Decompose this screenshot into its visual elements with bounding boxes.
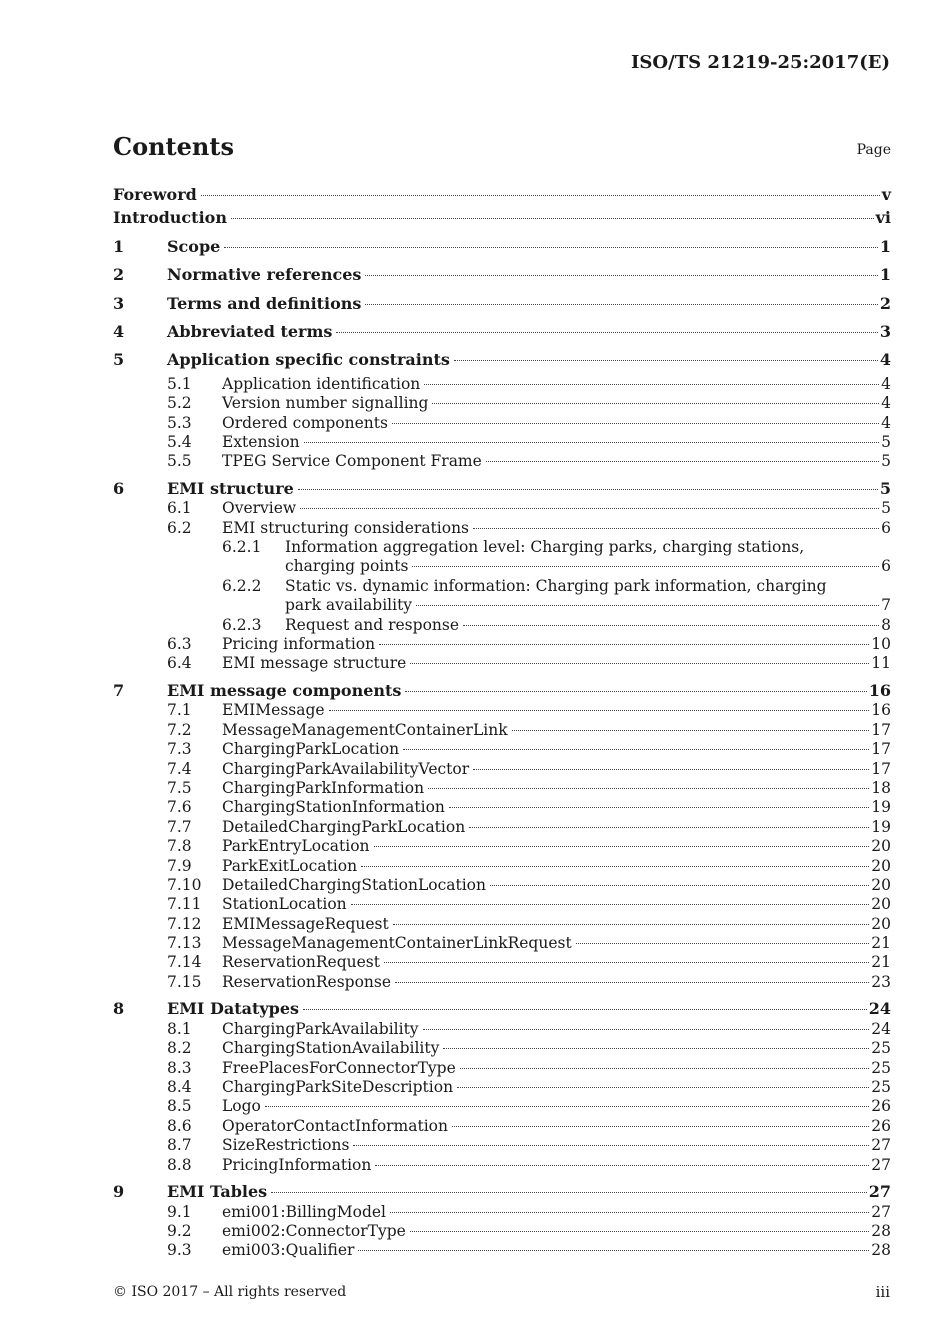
toc-entry-title[interactable]: Abbreviated terms	[167, 321, 333, 341]
dot-leader	[412, 566, 879, 567]
toc-entry[interactable]	[113, 674, 891, 702]
toc-entry[interactable]	[113, 953, 891, 972]
toc-entry[interactable]	[113, 760, 891, 779]
toc-entry-title[interactable]: Application identification	[222, 374, 421, 393]
toc-entry-number: 5.2	[167, 394, 192, 413]
toc-entry-title[interactable]: Overview	[222, 499, 297, 518]
toc-entry-number: 8.3	[167, 1058, 192, 1077]
dot-leader	[271, 1192, 867, 1193]
dot-leader	[304, 442, 879, 443]
toc-entry-title[interactable]: Logo	[222, 1097, 261, 1116]
toc-entry[interactable]	[113, 596, 891, 615]
toc-entry[interactable]	[113, 798, 891, 817]
toc-entry-page: 4	[879, 350, 891, 370]
toc-entry[interactable]	[113, 654, 891, 673]
toc-entry-number: 7.5	[167, 778, 192, 797]
toc-entry[interactable]	[113, 779, 891, 798]
toc-entry[interactable]	[113, 557, 891, 576]
toc-entry-title[interactable]: Terms and definitions	[167, 293, 362, 313]
dot-leader	[463, 625, 879, 626]
dot-leader	[374, 846, 870, 847]
dot-leader	[473, 528, 879, 529]
toc-entry-page: 25	[871, 1078, 891, 1097]
dot-leader	[449, 807, 869, 808]
toc-entry[interactable]	[113, 818, 891, 837]
dot-leader	[361, 866, 869, 867]
toc-entry-title[interactable]: Pricing information	[222, 635, 376, 654]
toc-entry-number: 7.9	[167, 856, 192, 875]
dot-leader	[469, 827, 869, 828]
dot-leader	[384, 962, 869, 963]
toc-entry-number: 4	[113, 321, 125, 341]
dot-leader	[336, 332, 877, 333]
dot-leader	[393, 924, 870, 925]
toc-entry[interactable]	[113, 1156, 891, 1175]
toc-entry-title[interactable]: ChargingParkSiteDescription	[222, 1078, 454, 1097]
dot-leader	[365, 275, 877, 276]
toc-entry[interactable]	[113, 992, 891, 1020]
dot-leader	[395, 982, 869, 983]
toc-entry-title[interactable]: EMIMessage	[222, 701, 325, 720]
dot-leader	[265, 1106, 869, 1107]
toc-entry-page: 2	[879, 293, 891, 313]
toc-entry-page: 5	[881, 452, 891, 471]
toc-entry-page: 20	[871, 914, 891, 933]
toc-title: Contents	[113, 132, 234, 161]
toc-entry-number: 8.4	[167, 1078, 192, 1097]
toc-entry-page: 20	[871, 895, 891, 914]
dot-leader	[473, 769, 869, 770]
toc-entry[interactable]	[113, 433, 891, 452]
dot-leader	[329, 710, 870, 711]
toc-entry[interactable]	[113, 635, 891, 654]
dot-leader	[424, 384, 879, 385]
toc-entry-number: 7.10	[167, 875, 202, 894]
page-column-label: Page	[856, 142, 891, 158]
toc-entry-title-continuation[interactable]: park availability	[285, 596, 413, 615]
toc-entry[interactable]	[113, 837, 891, 856]
dot-leader	[410, 663, 869, 664]
toc-entry-number: 3	[113, 293, 125, 313]
dot-leader	[365, 304, 877, 305]
toc-entry-number: 7.2	[167, 720, 192, 739]
toc-entry-number: 7.7	[167, 817, 192, 836]
toc-entry-number: 7.13	[167, 934, 202, 953]
toc-entry-title[interactable]: emi003:Qualifier	[222, 1241, 355, 1260]
dot-leader	[443, 1048, 869, 1049]
toc-entry-title[interactable]: TPEG Service Component Frame	[222, 452, 482, 471]
toc-entry-page: vi	[875, 208, 891, 228]
toc-entry-page: 1	[879, 265, 891, 285]
toc-entry-title[interactable]: ChargingParkAvailabilityVector	[222, 759, 470, 778]
toc-entry-number: 5.3	[167, 413, 192, 432]
toc-entry-number: 2	[113, 265, 125, 285]
toc-entry-number: 7.6	[167, 798, 192, 817]
page-number: iii	[875, 1283, 890, 1301]
dot-leader	[390, 1212, 869, 1213]
toc-entry[interactable]	[113, 452, 891, 471]
toc-entry-page: 7	[881, 596, 891, 615]
toc-entry[interactable]	[113, 346, 891, 374]
toc-entry-title[interactable]: EMI message structure	[222, 654, 407, 673]
dot-leader	[392, 423, 879, 424]
toc-entry-page: 8	[881, 615, 891, 634]
toc-entry-page: 1	[879, 236, 891, 256]
toc-entry-number: 9.3	[167, 1241, 192, 1260]
toc-entry-title-continuation[interactable]: charging points	[285, 557, 409, 576]
toc-entry[interactable]	[113, 1175, 891, 1203]
document-code: ISO/TS 21219-25:2017(E)	[631, 52, 890, 73]
toc-entry[interactable]	[113, 290, 891, 318]
toc-entry-title[interactable]: MessageManagementContainerLink	[222, 720, 508, 739]
toc-entry[interactable]	[113, 499, 891, 518]
dot-leader	[403, 749, 869, 750]
dot-leader	[416, 605, 879, 606]
toc-entry[interactable]	[113, 1222, 891, 1241]
toc-entry-number: 8.6	[167, 1116, 192, 1135]
toc-entry-title[interactable]: MessageManagementContainerLinkRequest	[222, 934, 572, 953]
toc-entry-page: 27	[871, 1136, 891, 1155]
dot-leader	[423, 1029, 870, 1030]
toc-entry-title[interactable]: EMI structuring considerations	[222, 518, 470, 537]
toc-entry[interactable]	[113, 876, 891, 895]
toc-entry-number: 6.2	[167, 518, 192, 537]
toc-entry-number: 7.11	[167, 895, 202, 914]
toc-entry-page: 20	[871, 856, 891, 875]
toc-entry-page: 10	[871, 635, 891, 654]
toc-entry-title[interactable]: Application specific constraints	[167, 350, 450, 370]
toc-entry-number: 5.5	[167, 452, 192, 471]
toc-entry[interactable]	[113, 1203, 891, 1222]
toc-entry-number: 7.1	[167, 701, 192, 720]
toc-entry-page: 27	[871, 1155, 891, 1174]
toc-entry[interactable]	[113, 701, 891, 720]
toc-entry-number: 5.4	[167, 432, 192, 451]
toc-entry-page: 20	[871, 875, 891, 894]
toc-entry-page: 6	[881, 557, 891, 576]
toc-entry-page: 4	[881, 374, 891, 393]
toc-entry-page: 24	[871, 1019, 891, 1038]
toc-entry[interactable]	[113, 721, 891, 740]
toc-entry-number: 5	[113, 350, 125, 370]
table-of-contents	[113, 185, 891, 1261]
toc-entry-page: 23	[871, 972, 891, 991]
toc-entry-number: 7.3	[167, 740, 192, 759]
toc-entry[interactable]	[113, 233, 891, 261]
toc-entry-number: 6.3	[167, 635, 192, 654]
toc-entry-number: 8.2	[167, 1039, 192, 1058]
dot-leader	[457, 1087, 869, 1088]
toc-entry[interactable]	[113, 185, 891, 204]
toc-entry-number: 9	[113, 1181, 125, 1201]
toc-entry[interactable]	[113, 414, 891, 433]
toc-entry-title[interactable]: ChargingParkInformation	[222, 778, 425, 797]
dot-leader	[298, 489, 878, 490]
toc-entry-number: 7.4	[167, 759, 192, 778]
toc-entry-title[interactable]: StationLocation	[222, 895, 347, 914]
toc-entry-title[interactable]: PricingInformation	[222, 1155, 372, 1174]
toc-entry-title[interactable]: ParkEntryLocation	[222, 837, 370, 856]
toc-entry-title[interactable]: EMI structure	[167, 478, 294, 498]
toc-entry-number: 6.1	[167, 499, 192, 518]
toc-entry-title[interactable]: Normative references	[167, 265, 362, 285]
toc-entry-title[interactable]: Scope	[167, 236, 221, 256]
toc-entry-title[interactable]: ReservationRequest	[222, 953, 380, 972]
dot-leader	[224, 247, 878, 248]
dot-leader	[512, 730, 870, 731]
dot-leader	[375, 1165, 869, 1166]
toc-entry-title[interactable]: Introduction	[113, 208, 227, 228]
toc-entry-title[interactable]: ChargingStationAvailability	[222, 1039, 440, 1058]
toc-entry-page: 28	[871, 1241, 891, 1260]
toc-entry-page: 17	[871, 740, 891, 759]
toc-entry-page: 16	[871, 701, 891, 720]
toc-entry-number: 7.15	[167, 972, 202, 991]
toc-entry[interactable]	[113, 973, 891, 992]
toc-entry[interactable]	[113, 375, 891, 394]
toc-entry[interactable]	[113, 1078, 891, 1097]
toc-entry-number: 9.2	[167, 1221, 192, 1240]
toc-entry[interactable]	[113, 261, 891, 289]
toc-entry-page: v	[881, 185, 891, 204]
toc-entry-title[interactable]: DetailedChargingStationLocation	[222, 875, 486, 894]
toc-entry-title[interactable]: ReservationResponse	[222, 972, 392, 991]
toc-entry[interactable]	[113, 915, 891, 934]
toc-entry-number: 9.1	[167, 1202, 192, 1221]
toc-entry-page: 16	[868, 680, 891, 700]
toc-entry-number: 8.8	[167, 1155, 192, 1174]
toc-entry-number: 7.8	[167, 837, 192, 856]
toc-entry[interactable]	[113, 394, 891, 413]
dot-leader	[351, 904, 870, 905]
dot-leader	[201, 195, 880, 196]
dot-leader	[353, 1145, 869, 1146]
toc-entry-number: 8.1	[167, 1019, 192, 1038]
toc-entry-number: 6	[113, 478, 125, 498]
toc-entry[interactable]	[113, 1136, 891, 1155]
toc-entry-number: 6.2.3	[222, 615, 262, 634]
toc-entry-page: 17	[871, 720, 891, 739]
dot-leader	[379, 644, 869, 645]
toc-entry-page: 20	[871, 837, 891, 856]
toc-entry-title[interactable]: EMI Datatypes	[167, 999, 300, 1019]
dot-leader	[432, 403, 879, 404]
copyright-notice: © ISO 2017 – All rights reserved	[113, 1284, 347, 1300]
toc-entry-title[interactable]: Foreword	[113, 185, 197, 204]
dot-leader	[490, 885, 869, 886]
toc-entry[interactable]	[113, 538, 891, 557]
toc-entry[interactable]	[113, 1117, 891, 1136]
dot-leader	[576, 943, 870, 944]
toc-entry-number: 6.4	[167, 654, 192, 673]
toc-entry-title[interactable]: EMI message components	[167, 680, 402, 700]
toc-entry[interactable]	[113, 1241, 891, 1260]
toc-entry-title[interactable]: Ordered components	[222, 413, 388, 432]
toc-entry-title[interactable]: DetailedChargingParkLocation	[222, 817, 466, 836]
toc-entry-title[interactable]: Request and response	[285, 615, 460, 634]
toc-entry-title[interactable]: EMIMessageRequest	[222, 914, 389, 933]
toc-entry-number: 7.12	[167, 914, 202, 933]
dot-leader	[460, 1068, 870, 1069]
toc-entry-number: 7.14	[167, 953, 202, 972]
dot-leader	[428, 788, 869, 789]
toc-entry-page: 24	[868, 999, 891, 1019]
toc-entry[interactable]	[113, 895, 891, 914]
toc-entry-page: 19	[871, 798, 891, 817]
dot-leader	[231, 218, 874, 219]
toc-entry-title[interactable]: EMI Tables	[167, 1181, 268, 1201]
toc-entry[interactable]	[113, 577, 891, 596]
toc-entry[interactable]	[113, 934, 891, 953]
toc-entry-page: 26	[871, 1116, 891, 1135]
toc-entry-title[interactable]: ChargingStationInformation	[222, 798, 445, 817]
toc-entry[interactable]	[113, 318, 891, 346]
toc-entry-title[interactable]: ParkExitLocation	[222, 856, 358, 875]
toc-entry-title[interactable]: ChargingParkLocation	[222, 740, 400, 759]
dot-leader	[452, 1126, 869, 1127]
toc-entry-title[interactable]: Extension	[222, 432, 300, 451]
toc-entry-title[interactable]: SizeRestrictions	[222, 1136, 350, 1155]
toc-entry-number: 1	[113, 236, 125, 256]
toc-entry-page: 26	[871, 1097, 891, 1116]
toc-entry-page: 6	[881, 518, 891, 537]
toc-entry-title[interactable]: ChargingParkAvailability	[222, 1019, 419, 1038]
toc-entry-page: 3	[879, 321, 891, 341]
dot-leader	[358, 1250, 869, 1251]
dot-leader	[300, 508, 879, 509]
toc-entry-page: 4	[881, 394, 891, 413]
toc-entry[interactable]	[113, 1059, 891, 1078]
toc-entry-title[interactable]: Information aggregation level: Charging parks, charging stations,	[285, 538, 805, 557]
toc-entry-page: 11	[871, 654, 891, 673]
toc-entry[interactable]	[113, 1039, 891, 1058]
toc-entry-title[interactable]: OperatorContactInformation	[222, 1116, 448, 1135]
toc-entry-page: 5	[881, 432, 891, 451]
toc-entry-page: 25	[871, 1039, 891, 1058]
toc-entry-number: 8.5	[167, 1097, 192, 1116]
toc-entry-number: 8.7	[167, 1136, 192, 1155]
dot-leader	[303, 1009, 867, 1010]
toc-entry[interactable]	[113, 857, 891, 876]
toc-entry-title[interactable]: emi001:BillingModel	[222, 1202, 387, 1221]
toc-title-row	[113, 132, 891, 164]
toc-entry-title[interactable]: Version number signalling	[222, 394, 429, 413]
dot-leader	[405, 691, 866, 692]
toc-entry[interactable]	[113, 1097, 891, 1116]
toc-entry-title[interactable]: Static vs. dynamic information: Charging park information, charging	[285, 576, 827, 595]
toc-entry[interactable]	[113, 519, 891, 538]
toc-entry-page: 17	[871, 759, 891, 778]
toc-entry-page: 21	[871, 953, 891, 972]
toc-entry-number: 8	[113, 999, 125, 1019]
toc-entry-page: 4	[881, 413, 891, 432]
toc-entry-page: 25	[871, 1058, 891, 1077]
dot-leader	[454, 360, 878, 361]
toc-entry-page: 28	[871, 1221, 891, 1240]
toc-entry-page: 5	[879, 478, 891, 498]
toc-entry[interactable]	[113, 204, 891, 232]
toc-entry-number: 6.2.2	[222, 576, 262, 595]
toc-entry-page: 18	[871, 778, 891, 797]
dot-leader	[410, 1231, 869, 1232]
toc-entry-title[interactable]: FreePlacesForConnectorType	[222, 1058, 456, 1077]
toc-entry-page: 5	[881, 499, 891, 518]
toc-entry-page: 21	[871, 934, 891, 953]
toc-entry-title[interactable]: emi002:ConnectorType	[222, 1221, 406, 1240]
toc-entry-number: 7	[113, 680, 125, 700]
toc-entry[interactable]	[113, 1020, 891, 1039]
toc-entry-number: 5.1	[167, 374, 192, 393]
dot-leader	[486, 461, 879, 462]
toc-entry[interactable]	[113, 472, 891, 500]
toc-entry-page: 27	[871, 1202, 891, 1221]
toc-entry-number: 6.2.1	[222, 538, 262, 557]
toc-entry-page: 27	[868, 1181, 891, 1201]
toc-entry[interactable]	[113, 616, 891, 635]
toc-entry[interactable]	[113, 740, 891, 759]
toc-entry-page: 19	[871, 817, 891, 836]
